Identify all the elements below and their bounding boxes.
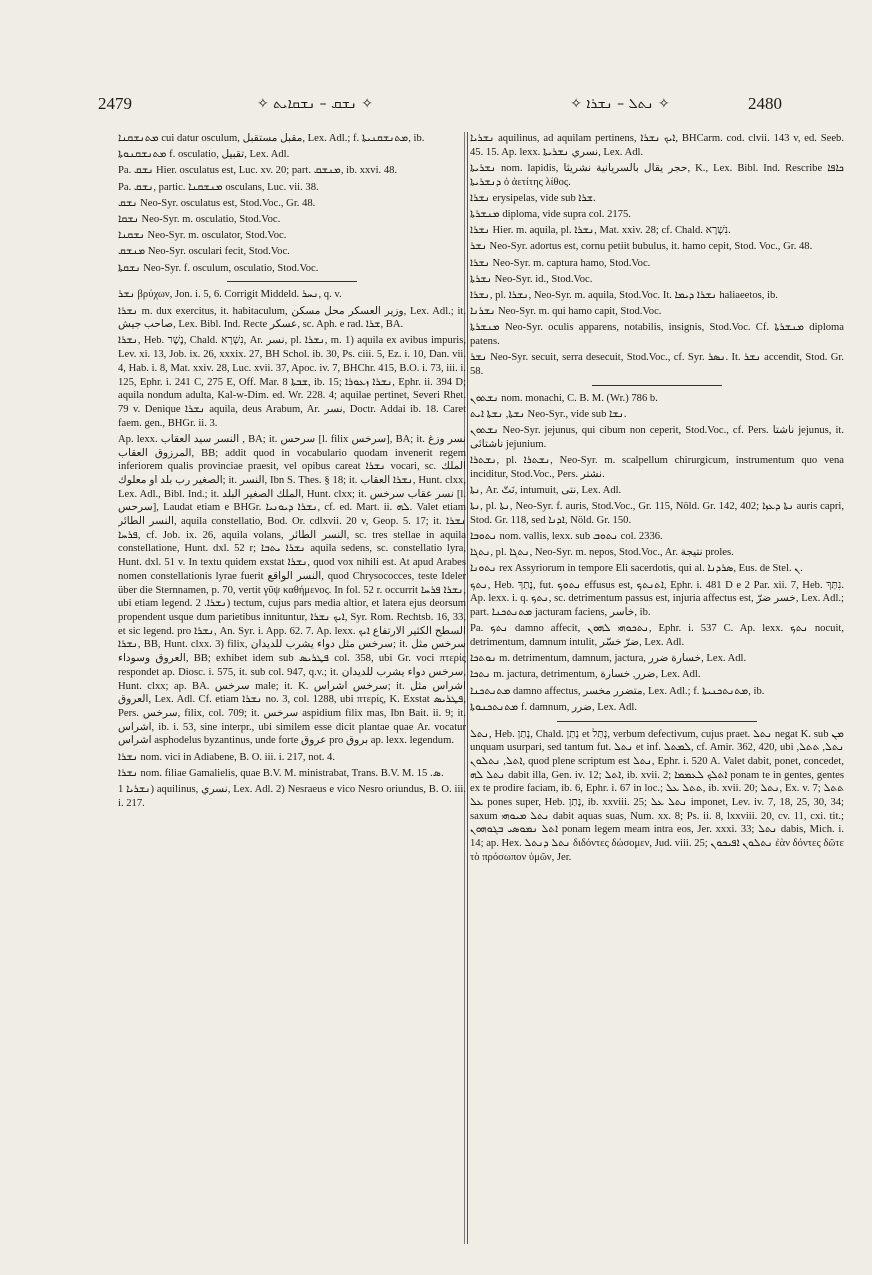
entry: ܢܫܪܐ Neo-Syr. m. captura hamo, Stod.Voc. bbox=[470, 257, 651, 269]
running-head-left: ✧ ܢܫܩ – ܢܫܩܐܝܬ ✧ bbox=[256, 96, 374, 112]
entry: ܢܬܟܐ m. jactura, detrimentum, ضرر, خسارة, Lex. Adl. bbox=[470, 669, 701, 681]
entry: ܢܫܪ Neo-Syr. secuit, serra desecuit, Stod.Voc., cf. Syr. ܢܣܪ. It. ܢܫܪ accendit, Stod. Gr. 58. bbox=[470, 352, 844, 378]
section-rule bbox=[557, 721, 757, 722]
entry: ܢܫܪܐ erysipelas, vide sub ܫܪܐ. bbox=[470, 192, 596, 204]
entry: ܢܘܬܟܐ m. detrimentum, damnum, jactura, خسارة ضرر, Lex. Adl. bbox=[470, 653, 747, 665]
entry: ܢܫܪܝܬܐ nom. lapidis, حجر يقال بالسريانية نشريثا, K., Lex. Bibl. Ind. Rescribe ܟܐܦܐ ܕܢܫܪܝܬܐ ὁ ἀετίτης λίθος. bbox=[470, 162, 844, 188]
entry: ܢܫܬܐ, ܢܫܬܐ ܐܝܬ Neo-Syr., vide sub ܢܫܐ. bbox=[470, 408, 627, 420]
entry: ܢܫܪܐ Hier. m. aquila, pl. ܢܫܪܐ, Mat. xxiv. 28; cf. Chald. נִשְׁרָא. bbox=[470, 225, 731, 237]
entry: ܢܫܪܐ nom. filiae Gamalielis, quae B.V. M. ministrabat, Trans. B.V. M. ܣ. 15. bbox=[118, 767, 444, 779]
entry: ܢܬܐ, Ar. نَتّ, intumuit, نتى, Lex. Adl. bbox=[470, 484, 622, 496]
page-header bbox=[0, 94, 872, 118]
column-divider-inner bbox=[467, 132, 469, 1244]
page-number-left: 2479 bbox=[98, 94, 132, 113]
entry: ܢܫܩ Neo-Syr. osculatus est, Stod.Voc., Gr. 48. bbox=[118, 197, 316, 209]
running-head-right: ✧ ܢܬܠ – ܢܫܪܐ ✧ bbox=[570, 96, 670, 112]
entry: ܢܫܪ Neo-Syr. adortus est, cornu petiit bubulus, it. hamo cepit, Stod. Voc., Gr. 48. bbox=[470, 241, 813, 253]
entry: Pa. ܢܫܩ, partic. ܡܢܫܩܢܐ osculans, Luc. vii. 38. bbox=[118, 181, 319, 193]
entry: ܢܫܩܐ Neo-Syr. m. osculatio, Stod.Voc. bbox=[118, 214, 281, 226]
entry: ܡܢܫܪܬܐ Neo-Syr. oculis apparens, notabilis, insignis, Stod.Voc. Cf. ܡܢܫܪܬܐ diploma patens. bbox=[470, 322, 844, 348]
entry: ܡܬܢܬܟܢܘܬܐ f. damnum, ضرر, Lex. Adl. bbox=[470, 701, 638, 713]
section-rule bbox=[227, 281, 357, 282]
left-column bbox=[118, 132, 466, 1244]
entry: ܢܬܠ, Heb. נָתַן, Chald. נְתַן et נְתַל, verbum defectivum, cujus praet. ܢܬܠ negat K. sub ܡܢ unquam usurpari, sed tantum fut. ܢܬܠ et inf. ܠܡܬܠ, cf. Amir. 362, 420, ubi ܢܬܠ, ܬܬܠ, ܐܬܠ, ܢܬܠܘܢ, quod plene scriptum est ܢܬܠ, Ephr. i. 520 A. Valet dabit, ponet, concedet, ܢܬܠ ܠܗ dabit illa, Gen. iv. 12; ܐܬܠ, ib. xvii. 2; ܐܬܠܟ ܠܥܡܡܐ ponam te in gentes, gentes ex te prodire faciam, ib. 6, Ephr. i. 67 in loc.; ܬܬܠ ܥܠ, ib. xvii. 20; ܢܬܠ, Ex. v. 7; ܬܬܠ ܥܠ pones super, Heb. נָתַן, ib. xxviii. 25; ܢܬܠ ܥܠ imponet, Lev. iv. 7, 18, 25, 30, 34; saxum ܢܬܠ ܡܝܘܗܝ dabit aquas suas, Num. xx. 8; Ps. ii. 8, lxxviii. 20, cv. 11, cxi. tit.; ܐܬܠ ܢܡܘܣܝ ܒܓܘܗܘܢ ponam legem meam intra eos, Jer. xxxi. 33; ܢܬܠ dabis, Mich. i. 14; ap. Hex. ܢܬܠ ܕܢܬܠ διδόντες δώσομεν, Jud. viii. 25; ܢܬܠܘܢ ܐܦܝܟܘܢ ἐὰν δόντες δῶτε τὸ πρόσωπον ὑμῶν, Jer. bbox=[470, 728, 844, 863]
entry: ܢܫܪܝܐ 1) aquilinus, نسري, Lex. Adl. 2) Nesraeus e vico Nesro oriundus, B. O. iii. i. 217. bbox=[118, 783, 466, 809]
section-rule bbox=[592, 385, 722, 386]
entry: ܡܢܫܩ Neo-Syr. osculari fecit, Stod.Voc. bbox=[118, 246, 290, 258]
entry: ܢܫܪܢܐ Neo-Syr. m. qui hamo capit, Stod.Voc. bbox=[470, 306, 662, 318]
entry: Pa. ܢܬܟ damno affecit, ܢܬܟܘܗܝ ܠܗܘܢ, Ephr. i. 537 C. Ap. lexx. ܢܬܟ nocuit, detrimentum, damnum intulit, ضرّ خسّر, Lex. Adl. bbox=[470, 623, 844, 648]
entry: ܢܫܩܢܐ Neo-Syr. m. osculator, Stod.Voc. bbox=[118, 230, 287, 242]
entry: ܢܬܘܒܐ nom. vallis, lexx. sub ܢܬܘܒ col. 2336. bbox=[470, 531, 663, 543]
entry: ܢܫܪܐ m. dux exercitus, it. habitaculum, وزير العسكر محل مسكن, Lex. Adl.; it. صاحب جيش, Lex. Bibl. Ind. Recte عسكر, sc. Aph. e rad. ܫܪܐ, BA. bbox=[118, 305, 466, 331]
entry: ܢܬܓܐ, pl. ܢܬܓܐ, Neo-Syr. m. nepos, Stod.Voc., Ar. نتيجة proles. bbox=[470, 547, 734, 559]
entry: Ap. lexx. النسر سيد العقاب , BA; it. سرحس [l. filix سرخس], BA; it. نسر وزغ المرزوق العقاب, BB; addit quod in vocabulario quodam invenerit regem inferiorem qualis provinciae praesit, vel opibus careat ܢܫܪܐ vocari, sc. الملك الصغير رب بلد او معلوك; it. النسر, Ibn S. Thes. § 18; it. ܢܫܪܐ العقاب, Hunt. clxx, Lex. Adl., Bibl. Ind.; it. الملك الصغير البلد, Hunt. clxx; it. نسر عقاب سرخس [l. سرحس], Laudat etiam e BHGr. ܢܫܪܐ ܕܝܘܢܝܐ, cf. ed. Mart. ii. ܠܗ. Valet etiam النسر الطائر, aquila constellatio, Bod. Or. cdlxvii. 20 v, Geop. 5. 17; it. ܢܫܪܐ ܦܪܚܐ, cf. Job. ix. 26, aquila volans, النسر الطائر, sc. tres stellae in aquila constellatione, Hunt. dxl. 52 r; ܢܫܪܐ ܝܬܒܐ aquila sedens, sc. constellatio lyra, Hunt. dxl. 51 v. In textu quidem exstat ܢܫܪܐ, quod vox nihili est. At apud Arabes nomen constellationis lyrae fuerit النسر الواقع, quod Chrysococces, teste Ideler über die Sternnamen, p. 70, vertit γῦψ καθήμενος. In fol. 52 r. occurrit ܢܫܪܐ ܦܪܚܐ, ubi etiam legend. ܢܫܪܐ. 2) tectum, cujus pars media altior, et latera ejus deorsum propendent usque dum parietibus innituntur, ܐܝܟ ܢܫܪܐ, Syr. Rom. Rechtsb. 16, 33, et sic legend. pro ܢܫܪܐ, An. Syr. i. App. 62. 7. Ap. lexx. السطح الكثير الارتفاع ܐܝܟ ܢܫܪܐ, BB, Hunt. clxx. 3) filix, سرخس مثل دواء يشرب للديدان; it. سرخس مثل العروق وسوداء, BB; exhibet idem sub ܦܛܪܝܣ col. 358, ubi Gr. voci πτερίς respondet ap. Diosc. i. 575, it. sub col. 947, q.v.; it. سرخس دواء يشرب للديدان, Hunt. clxx; ap. BA. سرخس male; it. K. سرخس اشراس; it. اشراس مثل العروق, Lex. Adl. Cf. etiam ܢܫܪܐ no. 3, col. 1288, ubi πτερίς, K. Exstat ܦܛܪܝܣ, Pers. سرخس, filix, col. 709; it. سرخس aspidium filix mas, Ibn Bait. ii. 9; it. اشراس, ib. i. 53, sine interpr., ubi similem esse dicit plantae quae Ar. vocatur اشراس asphodelus byzantinus, unde forte عروق pro بروق ap. lexx. legendum. bbox=[118, 433, 466, 747]
entry: ܢܫܬܘܢ nom. monachi, C. B. M. (Wr.) 786 b. bbox=[470, 392, 658, 404]
entry: ܢܫܪܐ, pl. ܢܫܪܐ, Neo-Syr. m. aquila, Stod.Voc. It. ܢܫܪܐ ܕܝܡܐ haliaeetos, ib. bbox=[470, 290, 778, 302]
entry: ܡܬܢܫܩܢܘܬܐ f. osculatio, تقبيل, Lex. Adl. bbox=[118, 149, 290, 161]
entry: ܡܬܢܫܩܢܐ cui datur osculum, مقبل مستقبل, Lex. Adl.; f. ܡܬܢܫܩܢܝܬܐ, ib. bbox=[118, 133, 425, 144]
entry: ܢܫܩܬܐ Neo-Syr. f. osculum, osculatio, Stod.Voc. bbox=[118, 262, 319, 274]
entry: ܢܬܐ, pl. ܢܬܐ, Neo-Syr. f. auris, Stod.Voc., Gr. 115, Nöld. Gr. 142, 402; ܢܬܐ ܕܥܙܐ auris capri, Stod. Gr. 118, sed ܐܕܢܐ, Nöld. Gr. 150. bbox=[470, 501, 844, 526]
entry: ܢܫܬܘܢ Neo-Syr. jejunus, qui cibum non ceperit, Stod.Voc., cf. Pers. ناشتا jejunus, it. ناشتائی jejunium. bbox=[470, 425, 844, 450]
entry: ܢܫܪܐ nom. vici in Adiabene, B. O. iii. i. 217, not. 4. bbox=[118, 751, 336, 763]
entry: ܢܫܪܬܐ Neo-Syr. id., Stod.Voc. bbox=[470, 273, 593, 285]
entry: ܢܫܬܪܐ, pl. ܢܫܬܪܐ, Neo-Syr. m. scalpellum chirurgicum, instrumentum quo vena inciditur, Stod.Voc., Pers. نشتر. bbox=[470, 455, 844, 480]
entry: ܢܬܟ, Heb. נָתַךְ, fut. ܢܬܘܟ effusus est, ܐܬܢܬܟ, Ephr. i. 481 D e 2 Par. xii. 7, Heb. נִתַּךְ. Ap. lexx. i. q. ܢܬܟ, sc. detrimentum passus est, injuria affectus est, خسر ضرّ, Lex. Adl.; part. ܡܬܢܬܟܢܐ jacturam faciens, خاسر, ib. bbox=[470, 579, 844, 619]
entry: ܢܫܪܝܐ aquilinus, ad aquilam pertinens, ܐܝܟ ܢܫܪܐ, BHCarm. cod. clvii. 143 v, ed. Seeb. 45. 15. Ap. lexx. نسري ܢܫܪܝܬܐ, Lex. Adl. bbox=[470, 133, 844, 158]
page-number-right: 2480 bbox=[748, 94, 782, 113]
right-column bbox=[470, 132, 844, 1244]
entry: ܡܢܫܪܬܐ diploma, vide supra col. 2175. bbox=[470, 209, 631, 221]
entry: ܢܫܪܐ, Heb. נֶשֶׁר, Chald. נִשְׁרָא, Ar. نسر, pl. ܢܫܪܐ, m. 1) aquila ex avibus impuris, Lev. xi. 13, Job. ix. 26, xxxix. 27, BH Schol. ib. 30, Ps. ciii. 5, Ez. i. 10, Dan. vii. 4, Hab. i. 8, Mat. xxiv. 28, Luc. xvii. 37, Apoc. iv. 7, BHChr. 415, B.O. i. 73, iii. i. 125, Ephr. i. 241 C, 275 E, Off. Mar. ܫܒܬܐ 8, ib. 15; ܢܫܪܐ ܙܥܘܪܐ, Ephr. ii. 394 D; aquila nondum adulta, Kal-w-Dim. ed. Wr. 228. 4; aquilae pertinet, Severi Rhet. 79 v. Denique ܢܫܪܐ aquila, deus Arabum, Ar. نسر, Doctr. Addai ib. 18. Caret faem. gen., BHGr. ii. 3. bbox=[118, 335, 466, 429]
entry: ܢܬܘܢܐ rex Assyriorum in tempore Eli sacerdotis, qui al. ܣܪܕܢܐ, Eus. de Stel. ܢ. bbox=[470, 563, 803, 575]
entry: ܢܫܪ βρύχων, Jon. i. 5, 6. Corrigit Middeld. ܢܚܪ, q. v. bbox=[118, 289, 342, 301]
entry: ܡܬܢܬܟܢܐ damno affectus, متضرر مخسر, Lex. Adl.; f. ܡܬܢܬܟܢܝܬܐ, ib. bbox=[470, 685, 765, 697]
entry: Pa. ܢܫܩ Hier. osculatus est, Luc. xv. 20; part. ܡܢܫܩ, ib. xxvi. 48. bbox=[118, 165, 398, 177]
